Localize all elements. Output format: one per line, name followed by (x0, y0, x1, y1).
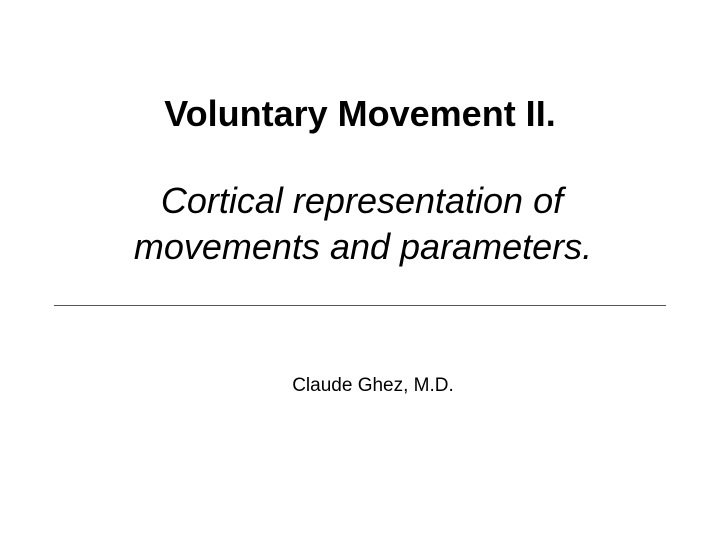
subtitle-line-1: Cortical representation of (160, 180, 564, 221)
author-name: Claude Ghez, M.D. (292, 375, 454, 396)
horizontal-divider (54, 305, 666, 306)
subtitle-line-2: movements and parameters. (133, 226, 593, 267)
slide-subtitle (0, 178, 720, 270)
slide-title: Voluntary Movement II. (164, 93, 556, 134)
